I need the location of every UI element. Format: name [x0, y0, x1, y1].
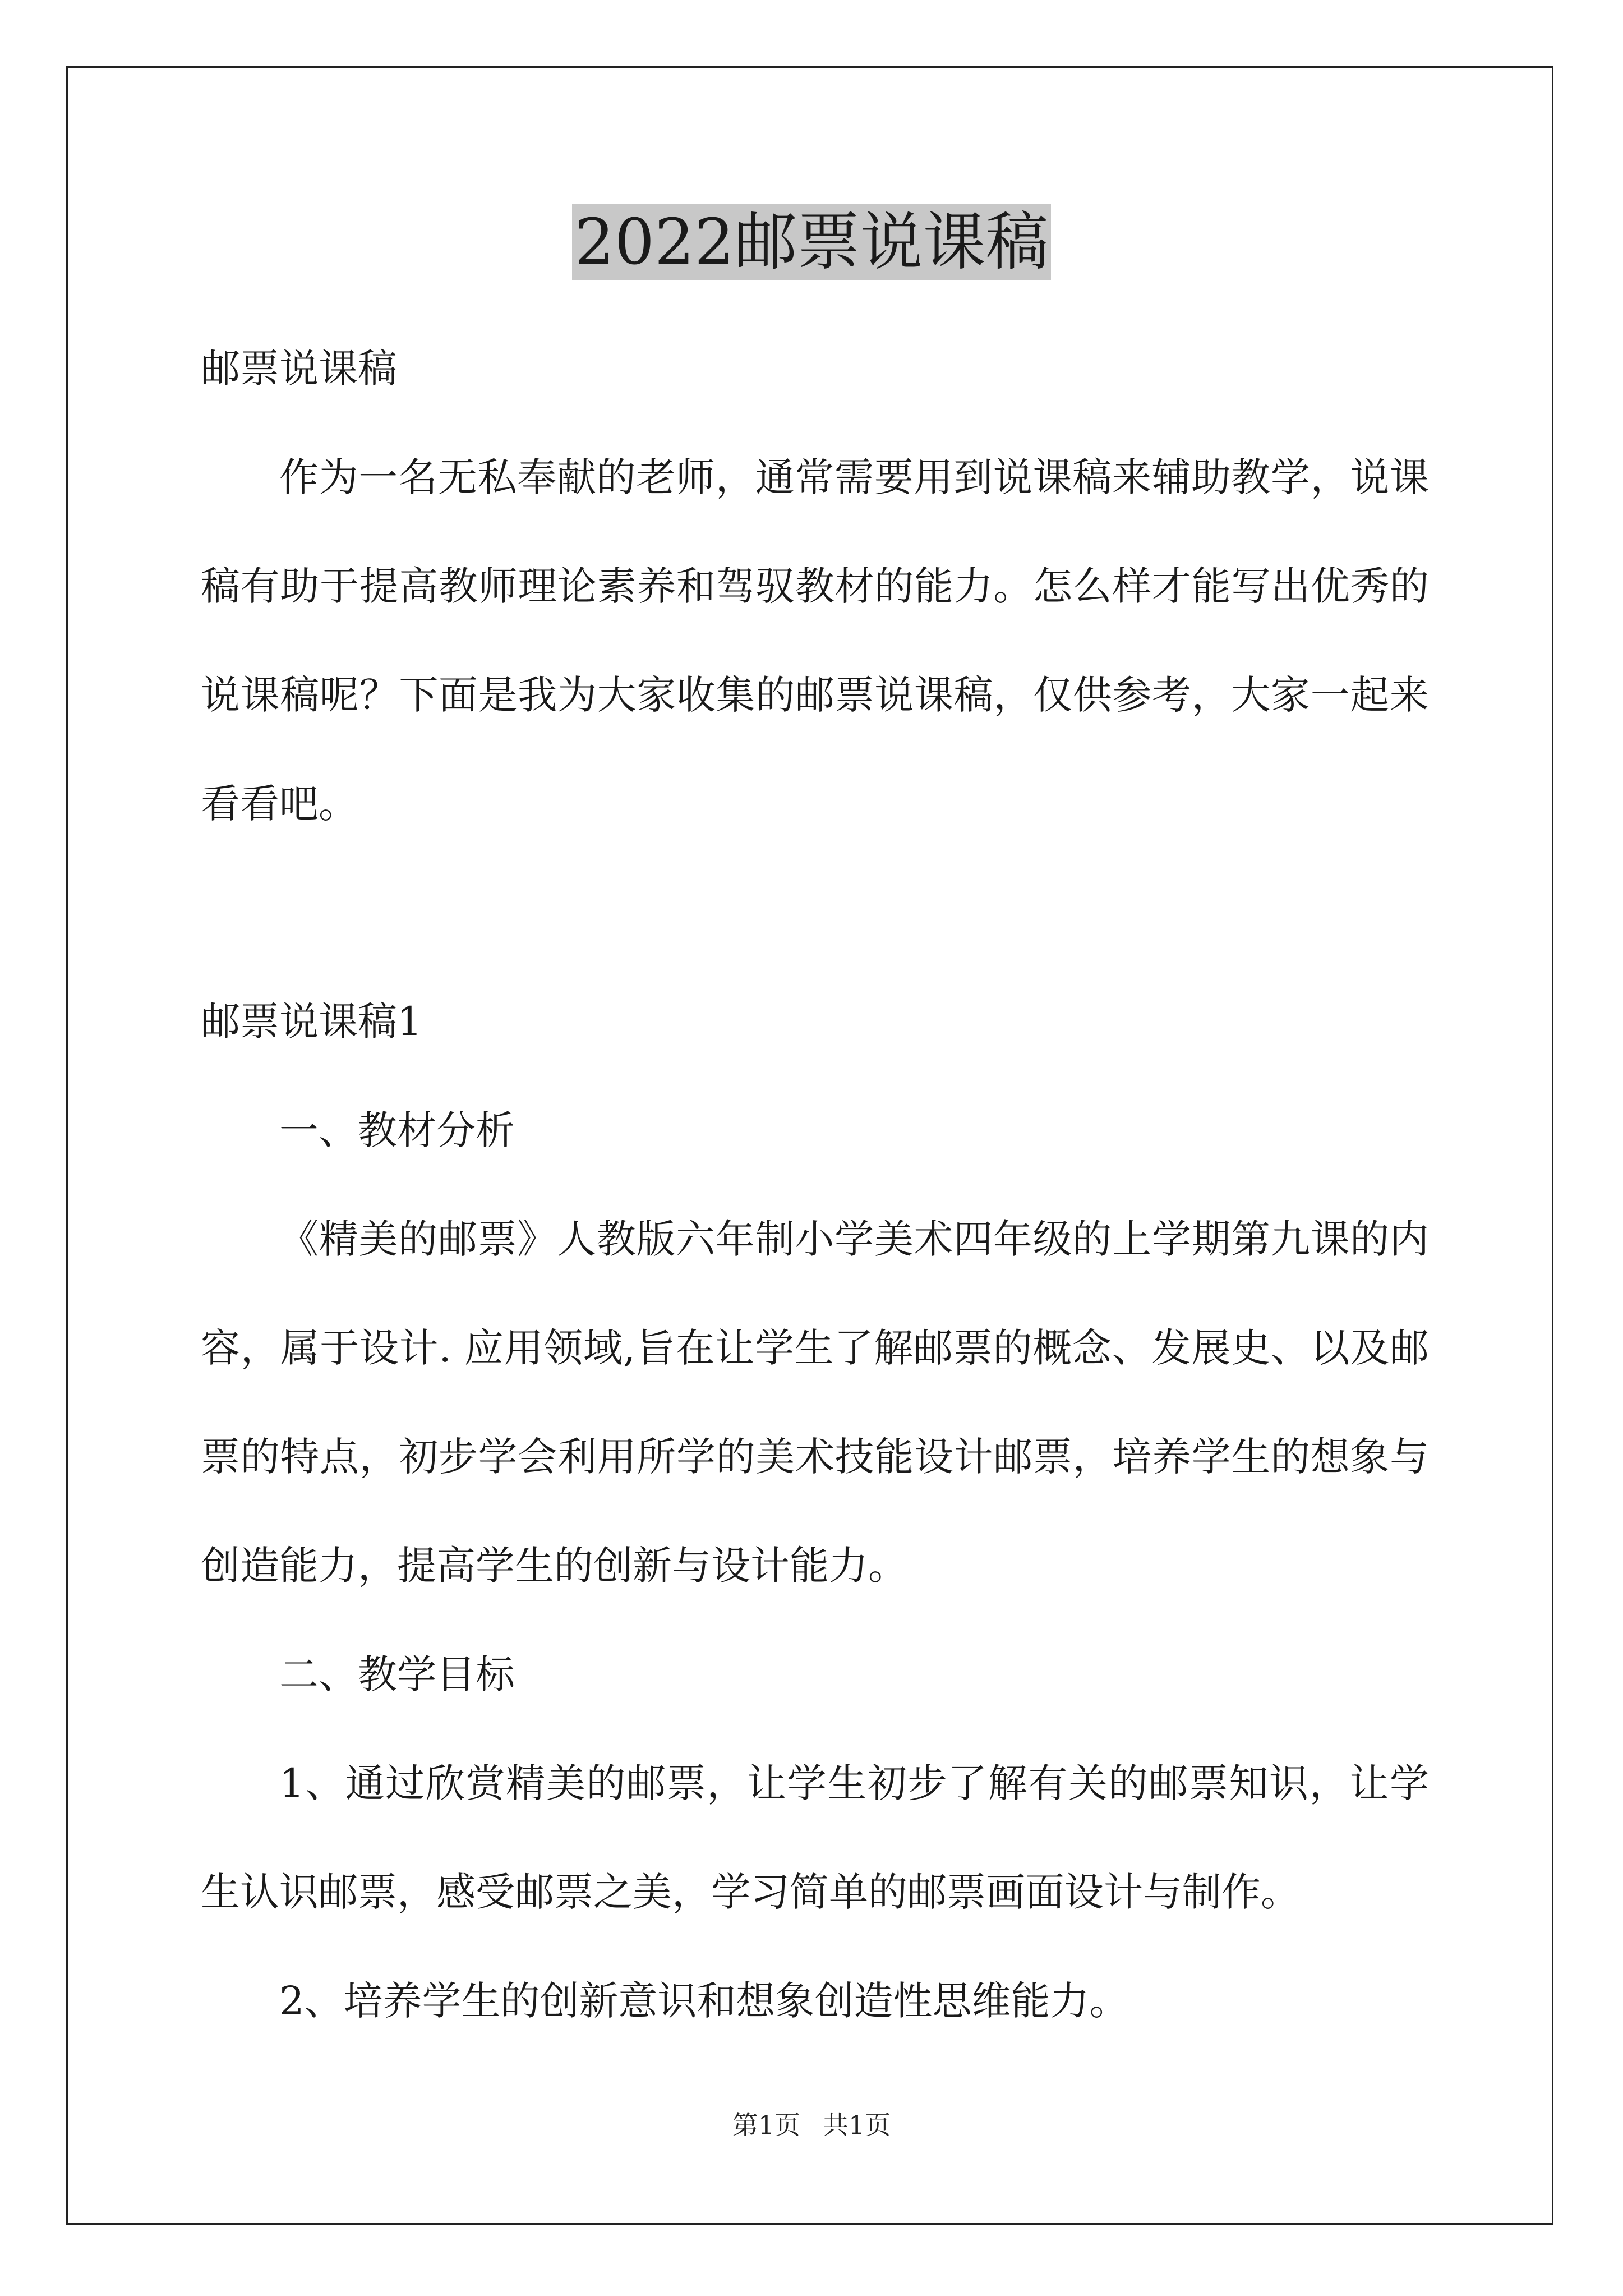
page-footer	[0, 2105, 1623, 2142]
paragraph-material-analysis: 《精美的邮票》人教版六年制小学美术四年级的上学期第九课的内容，属于设计. 应用领域,旨在让学生了解邮票的概念、发展史、以及邮票的特点，初步学会利用所学的美术技能设计邮票，培养学生的想象与创造能力，提高学生的创新与设计能力。	[201, 1216, 1429, 1589]
document-body	[201, 314, 1429, 2055]
subheading-material-analysis: 一、教材分析	[279, 1107, 515, 1153]
section-heading: 邮票说课稿1	[201, 999, 422, 1045]
page-number-total: 共1页	[823, 2110, 891, 2140]
paragraph-intro: 作为一名无私奉献的老师，通常需要用到说课稿来辅助教学，说课稿有助于提高教师理论素养和驾驭教材的能力。怎么样才能写出优秀的说课稿呢？下面是我为大家收集的邮票说课稿，仅供参考，大家一起来看看吧。	[201, 454, 1429, 827]
paragraph-goal-1: 1、通过欣赏精美的邮票，让学生初步了解有关的邮票知识，让学生认识邮票，感受邮票之美，学习简单的邮票画面设计与制作。	[201, 1760, 1429, 1915]
document-title: 2022邮票说课稿	[572, 204, 1050, 280]
paragraph-goal-2: 2、培养学生的创新意识和想象创造性思维能力。	[279, 1978, 1129, 2024]
page-number-current: 第1页	[732, 2110, 800, 2140]
title-area	[0, 204, 1623, 280]
paragraph-heading: 邮票说课稿	[201, 346, 397, 392]
blank-line	[201, 858, 1429, 967]
subheading-teaching-goals: 二、教学目标	[279, 1651, 515, 1697]
